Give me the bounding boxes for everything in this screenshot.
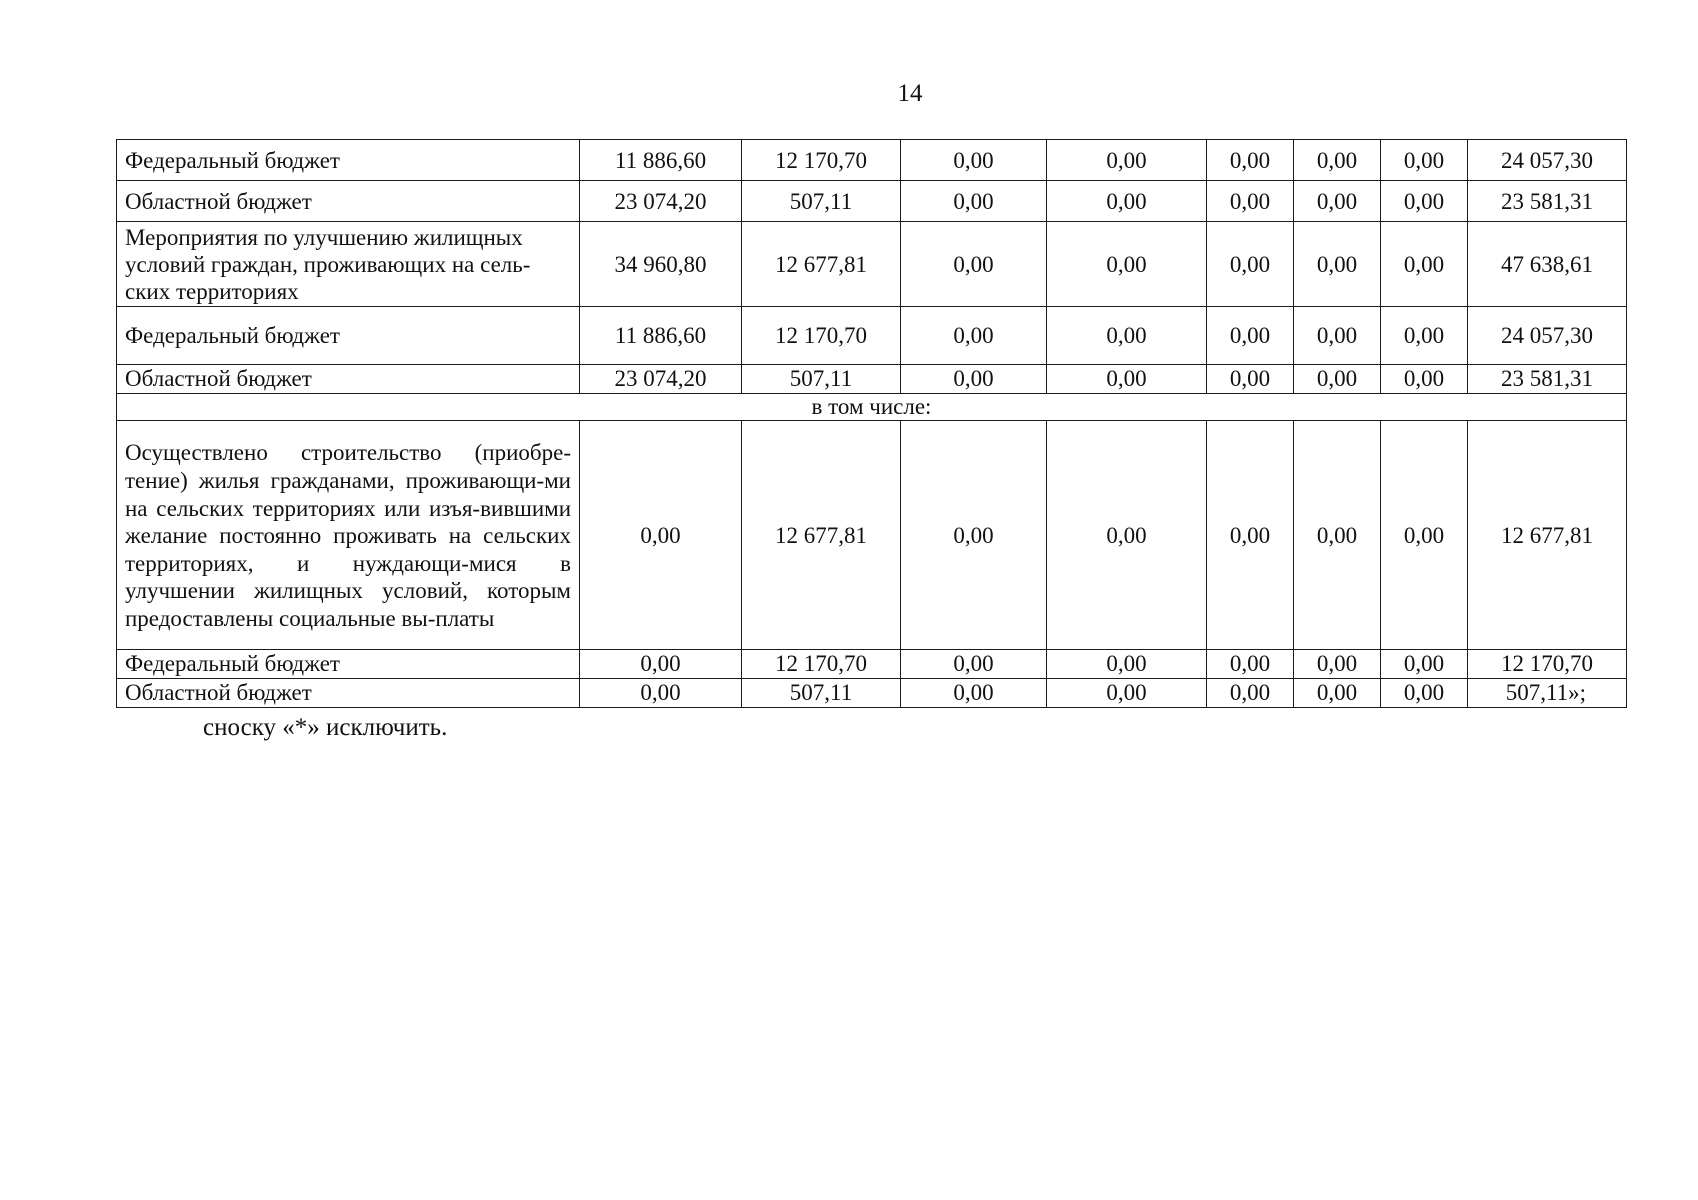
total-cell: 12 677,81 [1468,421,1627,650]
value-cell: 0,00 [1047,307,1207,365]
value-cell: 0,00 [901,365,1047,394]
value-cell: 0,00 [1294,365,1381,394]
row-label: Осуществлено строительство (приобре-тение) жилья гражданами, проживающи-ми на сельских территориях или изъя-вившими желание постоянно проживать на сельских территориях, и нуждающи-мися в улучшении жилищных условий, которым предоставлены социальные вы-платы [117,421,580,650]
table-row [117,181,1627,222]
value-cell: 507,11 [742,365,901,394]
value-cell: 0,00 [901,140,1047,181]
value-cell: 0,00 [1294,650,1381,679]
value-cell: 0,00 [1207,181,1294,222]
value-cell: 0,00 [1294,222,1381,307]
table-row [117,222,1627,307]
value-cell: 0,00 [1047,365,1207,394]
value-cell: 0,00 [1047,181,1207,222]
row-label: Областной бюджет [117,181,580,222]
value-cell: 23 074,20 [580,181,742,222]
table-row [117,307,1627,365]
value-cell: 0,00 [901,421,1047,650]
value-cell: 507,11 [742,679,901,708]
total-cell: 507,11»; [1468,679,1627,708]
value-cell: 0,00 [1381,307,1468,365]
value-cell: 0,00 [1047,679,1207,708]
value-cell: 34 960,80 [580,222,742,307]
table-row [117,140,1627,181]
value-cell: 507,11 [742,181,901,222]
value-cell: 0,00 [901,650,1047,679]
value-cell: 0,00 [1294,307,1381,365]
value-cell: 0,00 [901,679,1047,708]
value-cell: 0,00 [901,181,1047,222]
value-cell: 0,00 [1381,181,1468,222]
total-cell: 24 057,30 [1468,307,1627,365]
budget-table [116,139,1627,708]
value-cell: 0,00 [580,650,742,679]
value-cell: 0,00 [1207,222,1294,307]
row-label: Федеральный бюджет [117,140,580,181]
value-cell: 0,00 [1047,222,1207,307]
value-cell: 0,00 [1207,365,1294,394]
table-row [117,365,1627,394]
value-cell: 0,00 [901,307,1047,365]
value-cell: 23 074,20 [580,365,742,394]
total-cell: 23 581,31 [1468,365,1627,394]
table-row [117,421,1627,650]
value-cell: 11 886,60 [580,140,742,181]
row-label: Областной бюджет [117,679,580,708]
total-cell: 12 170,70 [1468,650,1627,679]
total-cell: 24 057,30 [1468,140,1627,181]
row-label: Федеральный бюджет [117,650,580,679]
row-label: Федеральный бюджет [117,307,580,365]
value-cell: 12 170,70 [742,307,901,365]
table-row [117,394,1627,421]
subsection-heading: в том числе: [117,394,1627,421]
value-cell: 12 677,81 [742,421,901,650]
value-cell: 0,00 [1381,140,1468,181]
value-cell: 0,00 [1047,140,1207,181]
row-label: Мероприятия по улучшению жилищных условий граждан, проживающих на сель-ских территориях [117,222,580,307]
value-cell: 0,00 [1207,650,1294,679]
value-cell: 0,00 [1381,365,1468,394]
value-cell: 0,00 [1207,421,1294,650]
value-cell: 12 677,81 [742,222,901,307]
value-cell: 0,00 [1294,421,1381,650]
value-cell: 0,00 [1381,679,1468,708]
value-cell: 0,00 [901,222,1047,307]
value-cell: 0,00 [1207,307,1294,365]
value-cell: 0,00 [1381,421,1468,650]
value-cell: 0,00 [1207,679,1294,708]
value-cell: 0,00 [580,421,742,650]
value-cell: 11 886,60 [580,307,742,365]
value-cell: 0,00 [1047,650,1207,679]
value-cell: 0,00 [1294,679,1381,708]
value-cell: 0,00 [1047,421,1207,650]
total-cell: 23 581,31 [1468,181,1627,222]
value-cell: 0,00 [1381,650,1468,679]
value-cell: 0,00 [1294,181,1381,222]
value-cell: 12 170,70 [742,140,901,181]
table-row [117,650,1627,679]
value-cell: 0,00 [580,679,742,708]
value-cell: 0,00 [1294,140,1381,181]
value-cell: 12 170,70 [742,650,901,679]
table-row [117,679,1627,708]
page-number: 14 [897,80,923,107]
value-cell: 0,00 [1381,222,1468,307]
footnote-text: сноску «*» исключить. [203,714,448,741]
total-cell: 47 638,61 [1468,222,1627,307]
value-cell: 0,00 [1207,140,1294,181]
row-label: Областной бюджет [117,365,580,394]
